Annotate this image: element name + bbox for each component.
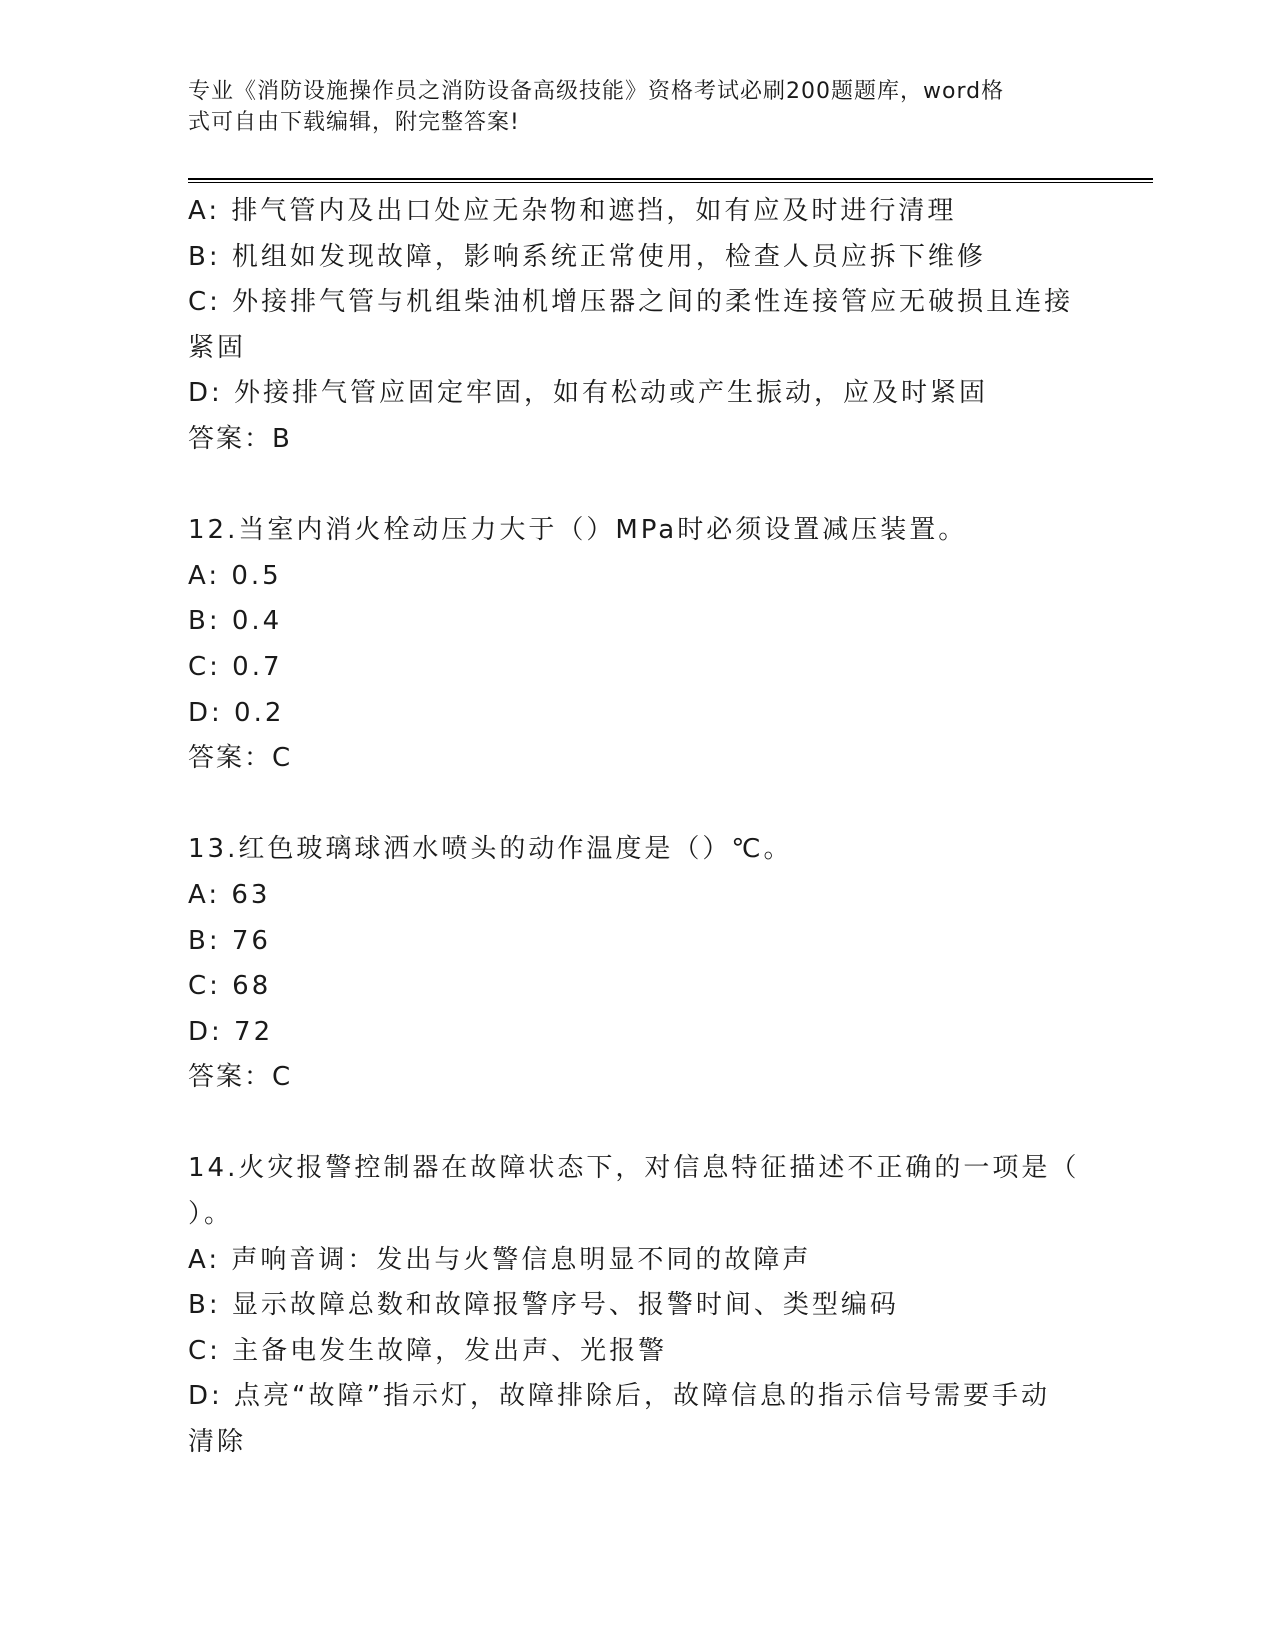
q13-option-c: C: 68 <box>188 971 272 1002</box>
q11-option-c-line-1: C: 外接排气管与机组柴油机增压器之间的柔性连接管应无破损且连接 <box>188 287 1074 318</box>
q13-question: 13.红色玻璃球洒水喷头的动作温度是（）℃。 <box>188 834 793 865</box>
q12-option-a: A: 0.5 <box>188 560 282 591</box>
q14-option-b: B: 显示故障总数和故障报警序号、报警时间、类型编码 <box>188 1290 899 1321</box>
q11-option-c-line-2: 紧固 <box>188 332 247 363</box>
spacer <box>188 463 1088 509</box>
q14-question-line-1: 14.火灾报警控制器在故障状态下，对信息特征描述不正确的一项是（ <box>188 1153 1080 1184</box>
header-line-2: 式可自由下载编辑，附完整答案! <box>188 110 520 135</box>
header-divider-thick <box>188 178 1153 180</box>
q13-answer: 答案：C <box>188 1062 293 1093</box>
q12-question: 12.当室内消火栓动压力大于（）MPa时必须设置减压装置。 <box>188 515 968 546</box>
question-content <box>188 189 1088 1466</box>
question-12-block <box>188 508 1088 782</box>
q11-option-a: A: 排气管内及出口处应无杂物和遮挡，如有应及时进行清理 <box>188 196 957 226</box>
document-header <box>188 76 1068 138</box>
spacer <box>188 1101 1088 1147</box>
q13-option-b: B: 76 <box>188 925 271 956</box>
question-13-block <box>188 827 1088 1101</box>
q12-answer: 答案：C <box>188 743 293 774</box>
header-divider-thin <box>188 182 1153 183</box>
q13-option-a: A: 63 <box>188 879 271 910</box>
q12-option-b: B: 0.4 <box>188 606 283 637</box>
q14-question-line-2: ）。 <box>188 1199 234 1230</box>
q12-option-c: C: 0.7 <box>188 651 283 682</box>
q14-option-a: A: 声响音调：发出与火警信息明显不同的故障声 <box>188 1244 812 1275</box>
q11-option-d: D: 外接排气管应固定牢固，如有松动或产生振动，应及时紧固 <box>188 378 989 409</box>
q13-option-d: D: 72 <box>188 1016 274 1047</box>
header-line-1: 专业《消防设施操作员之消防设备高级技能》资格考试必刷200题题库，word格 <box>188 79 1005 104</box>
spacer <box>188 782 1088 828</box>
q14-option-c: C: 主备电发生故障，发出声、光报警 <box>188 1335 668 1366</box>
q11-answer: 答案：B <box>188 423 292 454</box>
question-14-block <box>188 1146 1088 1465</box>
q12-option-d: D: 0.2 <box>188 697 285 728</box>
q11-option-b: B: 机组如发现故障，影响系统正常使用，检查人员应拆下维修 <box>188 241 986 272</box>
question-11-block <box>188 189 1088 463</box>
q14-option-d-line-1: D: 点亮“故障”指示灯，故障排除后，故障信息的指示信号需要手动 <box>188 1381 1050 1412</box>
q14-option-d-line-2: 清除 <box>188 1427 247 1458</box>
